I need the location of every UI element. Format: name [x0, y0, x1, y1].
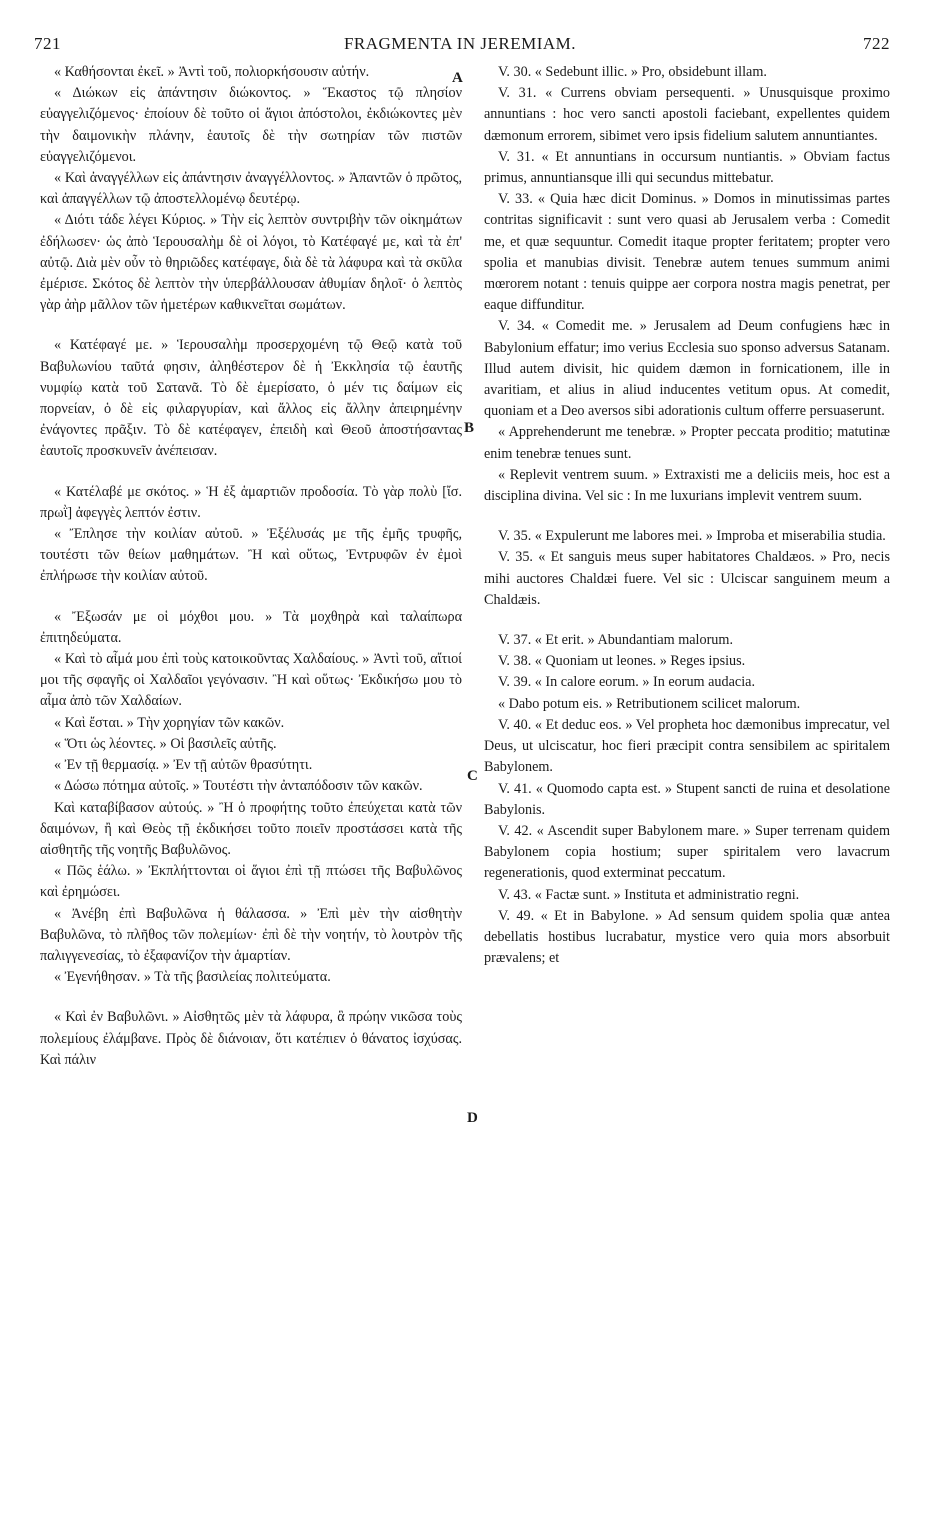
greek-column	[40, 62, 462, 1522]
latin-paragraph: V. 37. « Et erit. » Abundantiam malorum.	[498, 632, 733, 649]
column-marker-c: C	[467, 768, 478, 784]
latin-paragraph: V. 40. « Et deduc eos. » Vel propheta hoc dæmonibus imprecatur, vel Deus, ut ulciscatur, hoc fieri præcipit contra sensibilem ac spiritalem Babylonem.	[484, 716, 890, 776]
page-number-right: 722	[863, 34, 890, 53]
column-marker-b: B	[464, 420, 475, 436]
latin-paragraph: V. 39. « In calore eorum. » In eorum audacia.	[498, 674, 755, 691]
greek-paragraph: « Κατέλαβέ με σκότος. » Ἡ ἐξ ἁμαρτιῶν προδοσία. Τὸ γὰρ πολὺ [ἴσ. πρωῒ] ἀφεγγὲς λεπτόν ἐστιν.	[40, 483, 462, 521]
latin-column	[484, 62, 890, 1522]
latin-paragraph: « Replevit ventrem suum. » Extraxisti me a deliciis meis, hoc est a disciplina divina. Vel sic : In me luxurians implevit ventrem suum.	[484, 466, 890, 505]
greek-paragraph: « Ὅτι ὡς λέοντες. » Οἱ βασιλεῖς αὐτῆς.	[54, 735, 277, 752]
latin-paragraph: V. 42. « Ascendit super Babylonem mare. » Super terrenam quidem Babylonem copia hostium; super spiritalem vero lavacrum regenerationis, quod exterminat peccatum.	[484, 822, 890, 882]
greek-paragraph: « Διώκων εἰς ἀπάντησιν διώκοντος. » Ἕκαστος τῷ πλησίον εὐαγγελιζόμενος· ἐποίουν δὲ τοῦτο οἱ ἅγιοι ἀπόστολοι, ἐκδιώκοντες μὲν τὴν δαιμονικὴν πλάνην, ἑαυτοῖς δὲ τὴν σωτηρίαν τῶν πιστῶν εὐαγγελιζόμενοι.	[40, 85, 462, 165]
latin-paragraph: « Dabo potum eis. » Retributionem scilicet malorum.	[498, 695, 801, 712]
greek-paragraph: « Δώσω πότημα αὐτοῖς. » Τουτέστι τὴν ἀνταπόδοσιν τῶν κακῶν.	[54, 778, 423, 795]
greek-paragraph: « Κατέφαγέ με. » Ἱερουσαλὴμ προσερχομένη τῷ Θεῷ κατὰ τοῦ Βαβυλωνίου ταῦτά φησιν, ἀληθέστερον δὲ ἡ Ἐκκλησία τῷ ἑαυτῆς νυμφίῳ κατὰ τοῦ Σατανᾶ. Τὸ δὲ ἐμερίσατο, ὁ μέν τις δαίμων εἰς πορνείαν, ὁ δὲ εἰς φιλαργυρίαν, καὶ ἄλλος εἰς ἄλλην ἀπειρημένην ἐνάγοντες πρᾶξιν. Τὸ δὲ κατέφαγεν, ἐπειδὴ καὶ Θεοῦ ἀποστήσαντας ἑαυτοῖς προσκυνεῖν ἀνέπεισαν.	[40, 337, 462, 460]
greek-paragraph: « Ἐν τῇ θερμασίᾳ. » Ἐν τῇ αὐτῶν θρασύτητι.	[54, 757, 313, 774]
greek-paragraph: « Ἔξωσάν με οἱ μόχθοι μου. » Τὰ μοχθηρὰ καὶ ταλαίπωρα ἐπιτηδεύματα.	[40, 608, 462, 646]
latin-paragraph: « Apprehenderunt me tenebræ. » Propter peccata proditio; matutinæ enim tenebræ tenues sunt.	[484, 424, 890, 462]
latin-paragraph: V. 35. « Expulerunt me labores mei. » Improba et miserabilia studia.	[498, 528, 886, 545]
latin-paragraph: V. 38. « Quoniam ut leones. » Reges ipsius.	[498, 653, 746, 670]
latin-paragraph: V. 30. « Sedebunt illic. » Pro, obsidebunt illam.	[498, 64, 767, 80]
page-header	[30, 34, 890, 60]
column-marker-d: D	[467, 1110, 478, 1126]
latin-paragraph: V. 31. « Et annuntians in occursum nuntiantis. » Obviam factus primus, annuntiansque illi qui secundus mittebatur.	[484, 148, 890, 187]
running-title: FRAGMENTA IN JEREMIAM.	[343, 34, 577, 53]
latin-paragraph: V. 34. « Comedit me. » Jerusalem ad Deum confugiens hæc in Babylonium effatur; imo verius Ecclesia suo sponso adversus Satanam. Illud autem divisit, hic quidem dæmon in fornicationem, ille in avaritiam, et alius in aliud inducentes vetitum opus. At comedit, quoniam et a Deo aversos sibi adorationis cultum offerre persuaserunt.	[484, 318, 890, 420]
latin-paragraph: V. 33. « Quia hæc dicit Dominus. » Domos in minutissimas partes contritas significavit : sunt vero quasi ab Jerusalem verba : Comedit me, et quæ sequuntur. Comedit itaque propter feritatem; propter vero spolia et manubias divisit. Tenebræ autem tenues summum animi mœrorem notant : tenuis quippe aer corpora nostra magis penetrat, per eaque diffunditur.	[484, 191, 890, 314]
greek-paragraph: « Καὶ τὸ αἷμά μου ἐπὶ τοὺς κατοικοῦντας Χαλδαίους. » Ἀντὶ τοῦ, αἴτιοί μοι τῆς σφαγῆς οἱ Χαλδαῖοι γεγόνασιν. Ἢ καὶ οὕτως· Ἐκδικήσω μου τὸ αἷμα ἀπὸ τῶν Χαλδαίων.	[40, 651, 462, 710]
column-marker-a: A	[452, 70, 463, 86]
latin-paragraph: V. 31. « Currens obviam persequenti. » Unusquisque proximo annuntians : hoc vero sancti apostoli faciebant, expellentes quidem dæmonum errorem, sibimet vero ipsis fidelium salutem annuntiantes.	[484, 85, 890, 144]
greek-paragraph: « Καθήσονται ἐκεῖ. » Ἀντὶ τοῦ, πολιορκήσουσιν αὐτήν.	[54, 64, 370, 80]
greek-paragraph: « Ἀνέβη ἐπὶ Βαβυλῶνα ἡ θάλασσα. » Ἐπὶ μὲν τὴν αἰσθητὴν Βαβυλῶνα, τὸ πλῆθος τῶν πολεμίων· ἐπὶ δὲ τὴν νοητήν, τὸ λουτρὸν τῆς παλιγγενεσίας, τὸ ἐξαφανίζον τὴν ἁμαρτίαν.	[40, 905, 462, 964]
greek-paragraph: « Καὶ ἀναγγέλλων εἰς ἀπάντησιν ἀναγγέλλοντος. » Ἀπαντῶν ὁ πρῶτος, καὶ ἀπαγγέλλων τῷ ἀποστελλομένῳ δευτέρῳ.	[40, 170, 462, 208]
latin-paragraph: V. 41. « Quomodo capta est. » Stupent sancti de ruina et desolatione Babylonis.	[484, 780, 890, 818]
page-number-left: 721	[34, 34, 61, 53]
latin-paragraph: V. 49. « Et in Babylone. » Ad sensum quidem spolia quæ antea debellatis hostibus lucrabatur, mystice vero quia mors absorbuit prævalens; et	[484, 907, 890, 967]
greek-paragraph: « Πῶς ἑάλω. » Ἐκπλήττονται οἱ ἅγιοι ἐπὶ τῇ πτώσει τῆς Βαβυλῶνος καὶ ἐρημώσει.	[40, 863, 462, 901]
greek-paragraph: « Ἐγενήθησαν. » Τὰ τῆς βασιλείας πολιτεύματα.	[54, 969, 331, 986]
greek-paragraph: « Καὶ ἐν Βαβυλῶνι. » Αἰσθητῶς μὲν τὰ λάφυρα, ἃ πρώην νικῶσα τοὺς πολεμίους ἐλάμβανε. Πρὸς δὲ διάνοιαν, ὅτι κατέπιεν ὁ θάνατος ἰσχύσας. Καὶ πάλιν	[40, 1009, 462, 1068]
latin-paragraph: V. 35. « Et sanguis meus super habitatores Chaldæos. » Pro, necis mihi auctores Chaldæi fuere. Vel sic : Ulciscar sanguinem meum a Chaldæis.	[484, 549, 890, 608]
greek-paragraph: « Ἔπλησε τὴν κοιλίαν αὐτοῦ. » Ἐξέλυσάς με τῆς ἐμῆς τρυφῆς, τουτέστι τῶν θείων μαθημάτων. Ἢ καὶ οὕτως, Ἐντρυφῶν ἐν ἐμοὶ ἐπλήρωσε τὴν κοιλίαν αὐτοῦ.	[40, 526, 462, 585]
greek-paragraph: Καὶ καταβίβασον αὐτούς. » Ἢ ὁ προφήτης τοῦτο ἐπεύχεται κατὰ τῶν δαιμόνων, ἢ καὶ Θεὸς τῇ ἐκδικήσει τοῦτο ποιεῖν προστάσσει κατὰ τῆς αἰσθητῆς τῆς νοητῆς Βαβυλῶνος.	[40, 799, 462, 858]
latin-paragraph: V. 43. « Factæ sunt. » Instituta et administratio regni.	[498, 886, 800, 903]
greek-paragraph: « Διότι τάδε λέγει Κύριος. » Τὴν εἰς λεπτὸν συντριβὴν τῶν οἰκημάτων ἐδήλωσεν· ὡς ἀπὸ Ἱερουσαλὴμ δὲ οἱ λόγοι, τὸ Κατέφαγέ με, καὶ τὰ ἐπ' αὐτῷ. Διὰ μὲν οὖν τὸ θηριῶδες κατέφαγε, διὰ δὲ τὰ λάφυρα καὶ τὰ σκῦλα ἐμέρισε. Σκότος δὲ λεπτὸν τὴν ὑπερβάλλουσαν ἀθυμίαν δηλοῖ· ὁ λεπτὸς γὰρ ἀὴρ μᾶλλον τῶν ἡμετέρων καθικνεῖται σωμάτων.	[40, 212, 462, 314]
greek-paragraph: « Καὶ ἔσται. » Τὴν χορηγίαν τῶν κακῶν.	[54, 714, 285, 731]
